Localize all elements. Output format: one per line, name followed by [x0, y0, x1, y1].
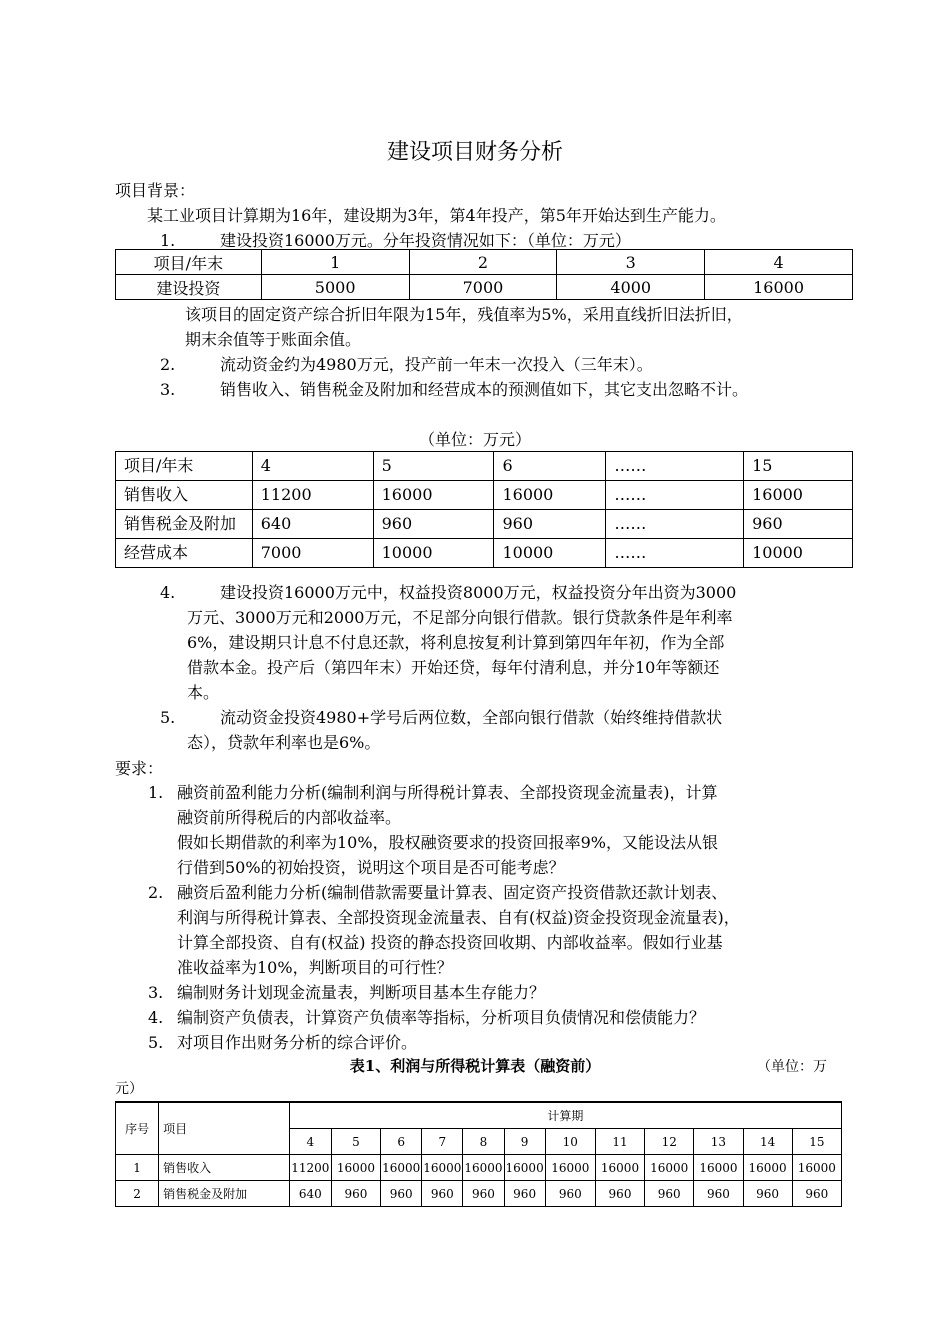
- requirement-line: 假如长期借款的利率为10%，股权融资要求的投资回报率9%，又能设法从银: [177, 833, 718, 852]
- table-row: [116, 1181, 842, 1207]
- row-item: 销售收入: [159, 1155, 290, 1181]
- profit-tax-table: [115, 1101, 842, 1207]
- table-cell: 16000: [331, 1155, 380, 1181]
- table-cell: 16000: [494, 481, 606, 510]
- table-cell: 销售收入: [116, 481, 253, 510]
- item1-text: 建设投资16000万元。分年投资情况如下：（单位：万元）: [220, 231, 631, 250]
- requirement-line: 对项目作出财务分析的综合评价。: [177, 1033, 418, 1052]
- table-cell: 960: [494, 510, 606, 539]
- requirement-number: 3.: [148, 983, 164, 1002]
- table-cell: 5000: [261, 275, 409, 300]
- table3-unit-continued: 元）: [115, 1081, 143, 1097]
- table2-unit: （单位：万元）: [418, 430, 531, 449]
- item4-line: 建设投资16000万元中，权益投资8000万元，权益投资分年出资为3000: [220, 583, 737, 602]
- table-cell: 建设投资: [116, 275, 262, 300]
- item3-number: 3.: [160, 380, 176, 399]
- table-cell: 15: [744, 452, 853, 481]
- table-cell: 960: [743, 1181, 792, 1207]
- requirement-number: 2.: [148, 883, 164, 902]
- table-cell: 项目/年末: [116, 250, 262, 275]
- table3-unit: （单位：万: [757, 1059, 827, 1075]
- table-cell: 16000: [595, 1155, 644, 1181]
- table-cell: 16000: [504, 1155, 545, 1181]
- table-cell: 640: [252, 510, 373, 539]
- table-cell: 16000: [422, 1155, 463, 1181]
- item5-line: 态），贷款年利率也是6%。: [187, 733, 381, 752]
- table-cell: ……: [606, 539, 744, 568]
- document-title: 建设项目财务分析: [386, 140, 563, 165]
- table-cell: 960: [381, 1181, 422, 1207]
- table-cell: 16000: [694, 1155, 743, 1181]
- year-header: 11: [595, 1129, 644, 1155]
- header-no: 序号: [116, 1102, 159, 1155]
- row-no: 1: [116, 1155, 159, 1181]
- table-cell: 16000: [705, 275, 853, 300]
- item4-line: 借款本金。投产后（第四年末）开始还贷，每年付清利息，并分10年等额还: [187, 658, 720, 677]
- table-cell: 16000: [792, 1155, 841, 1181]
- table-cell: 2: [409, 250, 557, 275]
- table-cell: 960: [373, 510, 494, 539]
- table-cell: 16000: [645, 1155, 694, 1181]
- table-cell: 960: [331, 1181, 380, 1207]
- table-cell: 3: [557, 250, 705, 275]
- table-row: [116, 1102, 842, 1129]
- requirement-line: 编制财务计划现金流量表，判断项目基本生存能力？: [177, 983, 546, 1002]
- requirement-line: 融资后盈利能力分析(编制借款需要量计算表、固定资产投资借款还款计划表、: [177, 883, 728, 902]
- item2-text: 流动资金约为4980万元，投产前一年末一次投入（三年末）。: [220, 355, 653, 374]
- table-cell: 960: [645, 1181, 694, 1207]
- table-cell: 10000: [373, 539, 494, 568]
- header-item: 项目: [159, 1102, 290, 1155]
- requirements-label: 要求：: [115, 759, 164, 778]
- year-header: 10: [545, 1129, 595, 1155]
- year-header: 15: [792, 1129, 841, 1155]
- table-row: [116, 1155, 842, 1181]
- table3-title: 表1、利润与所得税计算表（融资前）: [349, 1057, 601, 1075]
- requirement-line: 融资前盈利能力分析(编制利润与所得税计算表、全部投资现金流量表)，计算: [177, 783, 718, 802]
- depreciation-note-line: 该项目的固定资产综合折旧年限为15年，残值率为5%，采用直线折旧法折旧，: [185, 305, 743, 324]
- forecast-table: [115, 451, 853, 568]
- year-header: 8: [463, 1129, 504, 1155]
- year-header: 9: [504, 1129, 545, 1155]
- item5-number: 5.: [160, 708, 176, 727]
- table-cell: 960: [422, 1181, 463, 1207]
- table-cell: 4000: [557, 275, 705, 300]
- item4-line: 6%，建设期只计息不付息还款，将利息按复利计算到第四年年初，作为全部: [187, 633, 725, 652]
- item4-line: 万元、3000万元和2000万元，不足部分向银行借款。银行贷款条件是年利率: [187, 608, 733, 627]
- year-header: 12: [645, 1129, 694, 1155]
- year-header: 14: [743, 1129, 792, 1155]
- table-cell: 11200: [289, 1155, 331, 1181]
- table-cell: 经营成本: [116, 539, 253, 568]
- background-label: 项目背景：: [115, 181, 196, 200]
- requirement-number: 4.: [148, 1008, 164, 1027]
- depreciation-note-line: 期末余值等于账面余值。: [185, 330, 362, 349]
- requirement-line: 编制资产负债表，计算资产负债率等指标，分析项目负债情况和偿债能力？: [177, 1008, 706, 1027]
- table-cell: 960: [792, 1181, 841, 1207]
- table-row: [116, 539, 853, 568]
- table-row: [116, 452, 853, 481]
- item5-line: 流动资金投资4980+学号后两位数，全部向银行借款（始终维持借款状: [220, 708, 723, 727]
- table-cell: 10000: [744, 539, 853, 568]
- requirement-number: 5.: [148, 1033, 164, 1052]
- table-cell: 960: [463, 1181, 504, 1207]
- row-item: 销售税金及附加: [159, 1181, 290, 1207]
- header-period: 计算期: [289, 1102, 841, 1129]
- table-cell: 项目/年末: [116, 452, 253, 481]
- row-no: 2: [116, 1181, 159, 1207]
- table-cell: 4: [705, 250, 853, 275]
- table-cell: 5: [373, 452, 494, 481]
- table-cell: 16000: [743, 1155, 792, 1181]
- table-cell: 960: [545, 1181, 595, 1207]
- item1-number: 1.: [160, 231, 176, 250]
- year-header: 5: [331, 1129, 380, 1155]
- table-row: [116, 481, 853, 510]
- requirement-line: 计算全部投资、自有(权益) 投资的静态投资回收期、内部收益率。假如行业基: [177, 933, 723, 952]
- table-cell: 10000: [494, 539, 606, 568]
- year-header: 13: [694, 1129, 743, 1155]
- table-cell: 960: [595, 1181, 644, 1207]
- table-cell: 16000: [463, 1155, 504, 1181]
- table-cell: 16000: [381, 1155, 422, 1181]
- requirement-line: 行借到50%的初始投资，说明这个项目是否可能考虑？: [177, 858, 565, 877]
- item2-number: 2.: [160, 355, 176, 374]
- table-cell: 7000: [252, 539, 373, 568]
- table-row: [116, 275, 853, 300]
- table-cell: 7000: [409, 275, 557, 300]
- item4-number: 4.: [160, 583, 176, 602]
- item4-line: 本。: [187, 683, 220, 702]
- table-cell: 16000: [373, 481, 494, 510]
- year-header: 4: [289, 1129, 331, 1155]
- requirement-line: 准收益率为10%，判断项目的可行性？: [177, 958, 453, 977]
- table-cell: 11200: [252, 481, 373, 510]
- background-text: 某工业项目计算期为16年，建设期为3年，第4年投产，第5年开始达到生产能力。: [147, 206, 726, 225]
- investment-table: [115, 249, 853, 300]
- table-cell: ……: [606, 510, 744, 539]
- table-cell: 960: [694, 1181, 743, 1207]
- table-cell: ……: [606, 481, 744, 510]
- table-cell: 4: [252, 452, 373, 481]
- table-cell: 1: [261, 250, 409, 275]
- table-cell: 960: [744, 510, 853, 539]
- table-cell: 6: [494, 452, 606, 481]
- requirement-line: 融资前所得税后的内部收益率。: [177, 808, 402, 827]
- item3-text: 销售收入、销售税金及附加和经营成本的预测值如下，其它支出忽略不计。: [220, 380, 749, 399]
- table-cell: 640: [289, 1181, 331, 1207]
- table-cell: 16000: [744, 481, 853, 510]
- table-row: [116, 250, 853, 275]
- table-cell: 960: [504, 1181, 545, 1207]
- requirement-number: 1.: [148, 783, 164, 802]
- table-row: [116, 510, 853, 539]
- table-cell: 16000: [545, 1155, 595, 1181]
- requirement-line: 利润与所得税计算表、全部投资现金流量表、自有(权益)资金投资现金流量表)，: [177, 908, 740, 927]
- year-header: 6: [381, 1129, 422, 1155]
- year-header: 7: [422, 1129, 463, 1155]
- table-cell: ……: [606, 452, 744, 481]
- table-cell: 销售税金及附加: [116, 510, 253, 539]
